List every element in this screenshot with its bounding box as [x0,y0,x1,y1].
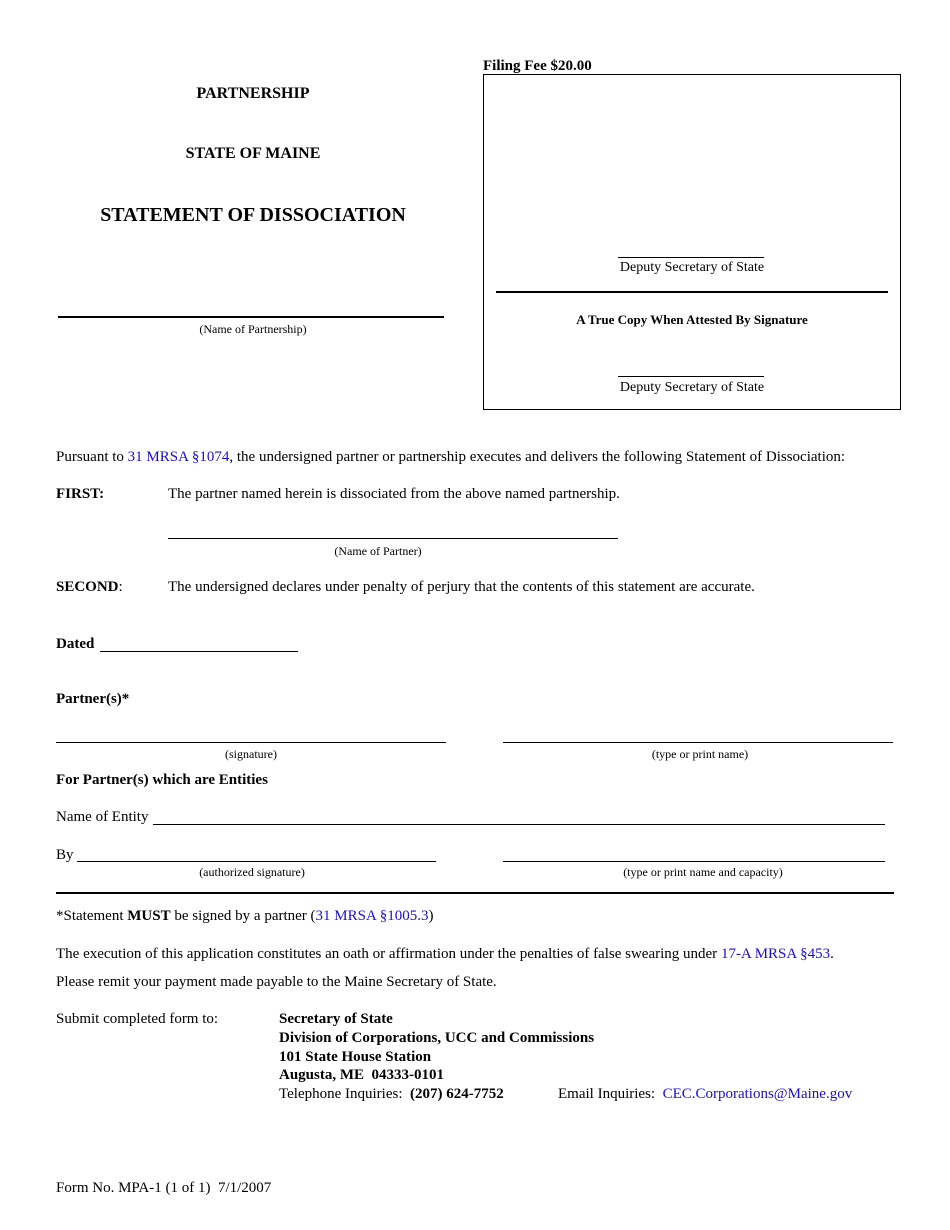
intro-paragraph: Pursuant to 31 MRSA §1074, the undersigned partner or partnership executes and delivers the following Statement of Dissociation: [56,449,846,465]
dated-label: Dated [56,636,95,652]
deputy-signature-line-2 [618,376,764,377]
filing-box [483,74,901,410]
name-of-entity-line[interactable] [153,824,885,825]
entities-heading: For Partner(s) which are Entities [56,772,268,788]
dated-line[interactable] [100,651,298,652]
partnership-heading: PARTNERSHIP [196,85,310,102]
print-name-label: (type or print name) [651,747,749,761]
signature-label: (signature) [225,747,277,761]
state-heading: STATE OF MAINE [185,145,321,162]
deputy-signature-line-1 [618,257,764,258]
phone-number: (207) 624-7752 [410,1086,504,1102]
true-copy-text: A True Copy When Attested By Signature [576,312,808,327]
email-link[interactable]: CEC.Corporations@Maine.gov [662,1086,853,1102]
oath-paragraph: The execution of this application constitutes an oath or affirmation under the penalties of false swearing under 17-A MRSA §453. [56,946,834,962]
filing-fee: Filing Fee $20.00 [483,58,592,74]
partnership-name-line[interactable] [58,316,444,318]
first-label: FIRST: [56,486,105,502]
second-label: SECOND [56,579,119,595]
filing-box-divider [496,291,888,293]
second-text: The undersigned declares under penalty of perjury that the contents of this statement are accurate. [168,579,755,595]
statute-link-453[interactable]: 17-A MRSA §453 [720,946,831,962]
statute-link-1005[interactable]: 31 MRSA §1005.3 [315,908,429,924]
print-name-capacity-line[interactable] [503,861,885,862]
partner-name-label: (Name of Partner) [334,544,422,558]
deputy-label-2: Deputy Secretary of State [619,380,765,395]
partner-name-line[interactable] [168,538,618,539]
first-text: The partner named herein is dissociated from the above named partnership. [168,486,620,502]
signature-line[interactable] [56,742,446,743]
section-divider [56,892,894,894]
partners-label: Partner(s)* [56,691,130,707]
print-name-line[interactable] [503,742,893,743]
name-of-entity-label: Name of Entity [56,809,149,825]
address-line-2: Division of Corporations, UCC and Commissions [279,1030,595,1046]
statute-link-1074[interactable]: 31 MRSA §1074 [127,449,230,465]
second-label-wrap: SECOND: [56,579,123,595]
print-name-capacity-label: (type or print name and capacity) [623,865,783,879]
remit-text: Please remit your payment made payable to the Maine Secretary of State. [56,974,497,990]
footnote: *Statement MUST be signed by a partner (31 MRSA §1005.3) [56,908,434,924]
address-line-1: Secretary of State [279,1011,393,1027]
address-line-4: Augusta, ME 04333-0101 [279,1067,445,1083]
phone-line: Telephone Inquiries: (207) 624-7752 [279,1086,504,1102]
email-line: Email Inquiries: CEC.Corporations@Maine.gov [558,1086,853,1102]
page-title: STATEMENT OF DISSOCIATION [100,204,406,226]
deputy-label-1: Deputy Secretary of State [619,260,765,275]
address-line-3: 101 State House Station [279,1049,432,1065]
authorized-signature-label: (authorized signature) [199,865,305,879]
by-label: By [56,847,74,863]
authorized-signature-line[interactable] [77,861,436,862]
form-number: Form No. MPA-1 (1 of 1) 7/1/2007 [56,1180,272,1196]
submit-label: Submit completed form to: [56,1011,219,1027]
partnership-name-label: (Name of Partnership) [199,322,307,336]
